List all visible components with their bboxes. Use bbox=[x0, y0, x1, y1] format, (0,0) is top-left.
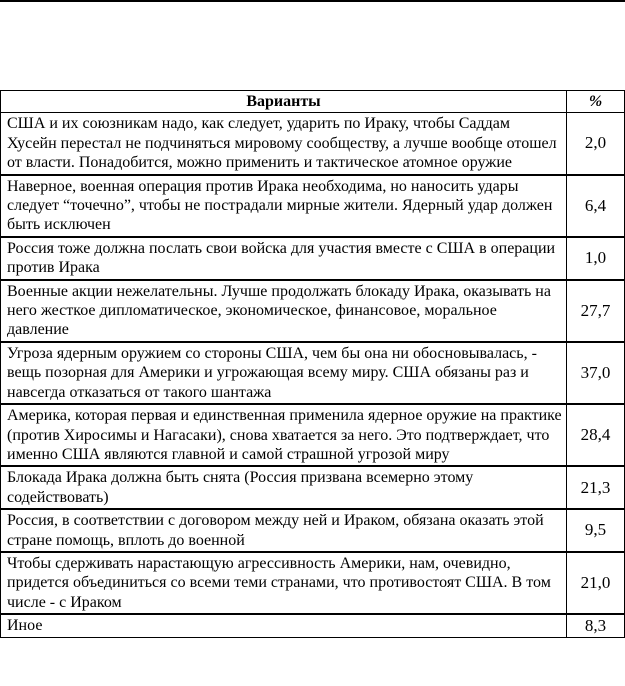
row-text: Наверное, военная операция против Ирака необходима, но наносить удары следует “точечно”, чтобы не пострадали мирные жители. Ядерный удар должен быть исключен bbox=[1, 175, 567, 237]
row-text: Военные акции нежелательны. Лучше продолжать блокаду Ирака, оказывать на него жесткое дипломатическое, экономическое, финансовое, моральное давление bbox=[1, 280, 567, 342]
row-text: Россия тоже должна послать свои войска для участия вместе с США в операции против Ирака bbox=[1, 237, 567, 280]
row-value: 1,0 bbox=[584, 248, 607, 268]
row-value: 2,0 bbox=[584, 133, 607, 153]
table-row bbox=[1, 175, 625, 237]
row-value: 6,4 bbox=[584, 195, 607, 215]
row-text: Блокада Ирака должна быть снята (Россия призвана всемерно этому содействовать) bbox=[1, 466, 567, 509]
table-header-row bbox=[1, 91, 625, 113]
header-options: Варианты bbox=[1, 91, 567, 113]
table-row bbox=[1, 237, 625, 280]
survey-table bbox=[0, 90, 625, 638]
table-row bbox=[1, 466, 625, 509]
row-value: 28,4 bbox=[580, 425, 611, 444]
table-row bbox=[1, 113, 625, 175]
row-value: 8,3 bbox=[584, 615, 607, 635]
table-row bbox=[1, 552, 625, 614]
row-value: 27,7 bbox=[580, 300, 611, 320]
table-row bbox=[1, 404, 625, 466]
row-text: США и их союзникам надо, как следует, ударить по Ираку, чтобы Саддам Хусейн перестал не подчиняться мировому сообществу, а лучше вообще отошел от власти. Понадобится, можно применить и тактическое атомное оружие bbox=[1, 113, 567, 175]
row-text: Россия, в соответствии с договором между ней и Ираком, обязана оказать этой стране помощь, вплоть до военной bbox=[1, 509, 567, 552]
row-text: Иное bbox=[1, 614, 567, 637]
header-percent: % bbox=[567, 91, 625, 113]
table-row bbox=[1, 509, 625, 552]
row-text: Чтобы сдерживать нарастающую агрессивность Америки, нам, очевидно, придется объединиться со всеми теми странами, что противостоят США. В том числе - с Ираком bbox=[1, 552, 567, 614]
row-text: Угроза ядерным оружием со стороны США, чем бы она ни обосновывалась, - вещь позорная для Америки и угрожающая всему миру. США обязаны раз и навсегда отказаться от такого шантажа bbox=[1, 342, 567, 404]
row-value: 21,0 bbox=[580, 572, 611, 592]
table-row bbox=[1, 614, 625, 637]
row-text: Америка, которая первая и единственная применила ядерное оружие на практике (против Хиросимы и Нагасаки), снова хватается за него. Это подтверждает, что именно США являются главной и самой страшной угрозой миру bbox=[1, 404, 567, 466]
top-rule bbox=[0, 0, 625, 2]
table-row bbox=[1, 280, 625, 342]
row-value: 9,5 bbox=[584, 520, 607, 540]
row-value: 37,0 bbox=[580, 362, 611, 382]
table-row bbox=[1, 342, 625, 404]
row-value: 21,3 bbox=[580, 477, 611, 497]
